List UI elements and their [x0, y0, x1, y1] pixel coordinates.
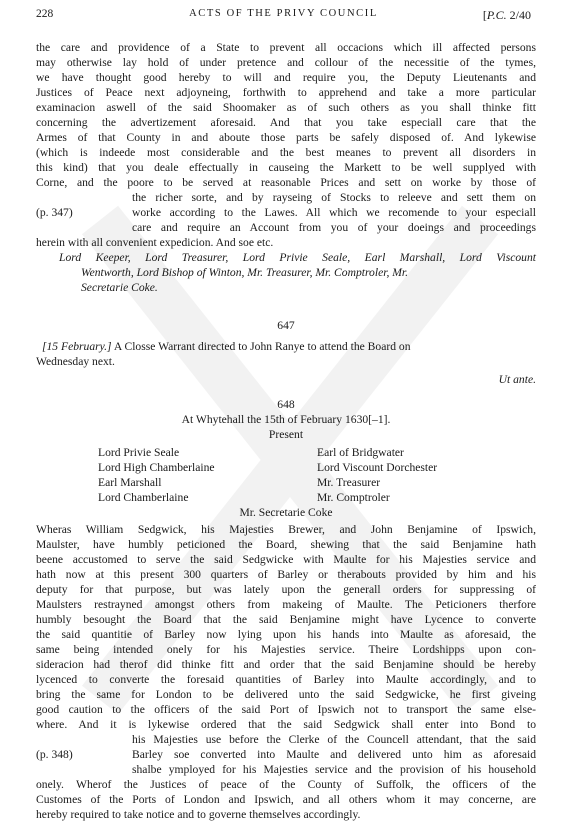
text-line: shalbe ymployed for his Majesties service and the provision of his household: [132, 763, 536, 776]
text-line: onely. Wherof the Justices of peace of the County of Suffolk, the officers of the: [36, 778, 536, 791]
letter-continuation: [36, 40, 536, 250]
order-text: [36, 522, 536, 822]
present-label: Present: [268, 428, 304, 441]
text-line: his Majesties use before the Clerke of the Councell attendant, that the said: [132, 733, 536, 746]
text-line: Justices of Peace next adjoyneing, forthwith to apprehend and take a more particular: [36, 86, 536, 99]
entry-number: 648: [277, 398, 295, 411]
councillor-name: Mr. Treasurer: [317, 476, 381, 489]
present-list-right: [317, 445, 437, 505]
text-line: beene accustomed to serve the said Sedgwicke with Maulte for his Majesties service and: [36, 553, 536, 566]
signatory-line: Wentworth, Lord Bishop of Winton, Mr. Treasurer, Mr. Comptroler, Mr.: [81, 266, 409, 279]
reference-mark: [483, 8, 531, 23]
councillor-name: Lord Chamberlaine: [98, 491, 189, 504]
entry-number: 647: [277, 319, 295, 332]
text-line: may otherwise lay hold of under pretence and collour of the necessitie of the tymes,: [36, 56, 536, 69]
text-line: Wheras William Sedgwick, his Majesties Brewer, and John Benjamine of Ipswich,: [36, 523, 536, 536]
text-line: herein with all convenient expedicion. And soe etc.: [36, 236, 274, 249]
councillor-name: Lord Viscount Dorchester: [317, 461, 438, 474]
reference-bracket: [: [482, 8, 487, 22]
entry-date: [15 February.]: [42, 340, 112, 353]
text-line: [36, 339, 536, 354]
page-number: 228: [36, 8, 54, 20]
text-line: the richer sorte, and by rayseing of Stocks to releeve and sett them on: [132, 191, 536, 204]
text-line: sideracion had therof did thinke fitt and order that the said Benjamine should be hereby: [36, 658, 536, 671]
councillor-name: Lord High Chamberlaine: [98, 461, 215, 474]
text-line: deputy for that purpose, but was lately upon the generall orders for suppressing of: [36, 583, 536, 596]
reference-number: 2/40: [506, 8, 531, 22]
text-line: the care and providence of a State to prevent all occacions which ill affected persons: [36, 41, 536, 54]
signatory-line: Lord Keeper, Lord Treasurer, Lord Privie Seale, Earl Marshall, Lord Viscount: [59, 251, 536, 264]
text-line: Wednesday next.: [36, 355, 115, 368]
councillor-name: Mr. Secretarie Coke: [239, 506, 333, 519]
text-line: where. And it is lykewise ordered that the said Sedgwick shall enter into Bond to: [36, 718, 536, 731]
text-line: (which is indeede most considerable and the best meanes to prevent all disorders in: [36, 146, 536, 159]
text-line: hath now at this present 300 quarters of Barley or therabouts provided by him and his: [36, 568, 536, 581]
running-header: [36, 8, 531, 24]
margin-page-note: (p. 348): [36, 748, 73, 761]
text-line: care and require an Account from you of your doeings and proceedings: [132, 221, 536, 234]
present-list-left: [98, 445, 215, 505]
text-line: humbly besought the Board that the said Benjamine might have Lycence to converte: [36, 613, 536, 626]
text-line: worke according to the Lawes. All which we recomende to your especiall: [132, 206, 536, 219]
text-line: lycenced to converte the foresaid quantities of Barley into Maulte accordingly, and to: [36, 673, 536, 686]
text-line: this kind) that you deale effectually in causeing the Markett to be well supplyed with: [36, 161, 536, 174]
running-title: ACTS OF THE PRIVY COUNCIL: [189, 8, 378, 19]
councillor-name: Earl of Bridgwater: [317, 446, 404, 459]
text-line: hereby required to take notice and to governe themselves accordingly.: [36, 808, 361, 821]
signatories: [36, 250, 536, 295]
margin-page-note: (p. 347): [36, 206, 73, 219]
text-line: good caution to the officers of the said Port of Ipswich not to transport the same else-: [36, 703, 536, 716]
councillor-name: Earl Marshall: [98, 476, 162, 489]
meeting-heading: At Whytehall the 15th of February 1630[–1].: [181, 413, 391, 426]
reference-label: P.C.: [486, 8, 507, 22]
entry-647-text: [36, 339, 536, 369]
ut-ante: Ut ante.: [498, 373, 536, 386]
text-line: Maulsters restrayned amongst others from makeing of Maulte. The Peticioners therfore: [36, 598, 536, 611]
councillor-name: Lord Privie Seale: [98, 446, 180, 459]
text-line: Corne, and the poore to be served at reasonable Prices and sett on worke by those of: [36, 176, 536, 189]
text-line: Customes of the Ports of London and Ipswich, and all others whom it may concerne, are: [36, 793, 536, 806]
text-line: examinacion aswell of the said Shoomaker as of such others as you shall thinke fitt: [36, 101, 536, 114]
text-line: same being intended onely for his Majesties service. Theire Lordshipps upon con-: [36, 643, 536, 656]
text-line: Maulster, have humbly peticioned the Board, shewing that the said Benjamine hath: [36, 538, 536, 551]
entry-text: A Closse Warrant directed to John Ranye to attend the Board on: [113, 340, 411, 353]
text-line: Armes of that County in and aboute those parts be safely disposed of. And lykewise: [36, 131, 536, 144]
text-line: concerning the advertizement aforesaid. And that you take especiall care that the: [36, 116, 536, 129]
text-line: the said quantitie of Barley now lying upon his hands into Maulte as aforesaid, the: [36, 628, 536, 641]
signatory-line: Secretarie Coke.: [81, 281, 158, 294]
text-line: Barley soe converted into Maulte and delivered unto him as aforesaid: [132, 748, 536, 761]
text-line: bring the same for London to be delivered unto the said Sedgwicke, he first giveing: [36, 688, 536, 701]
text-line: we have thought good hereby to will and require you, the Deputy Lieutenants and: [36, 71, 536, 84]
councillor-name: Mr. Comptroler: [317, 491, 390, 504]
